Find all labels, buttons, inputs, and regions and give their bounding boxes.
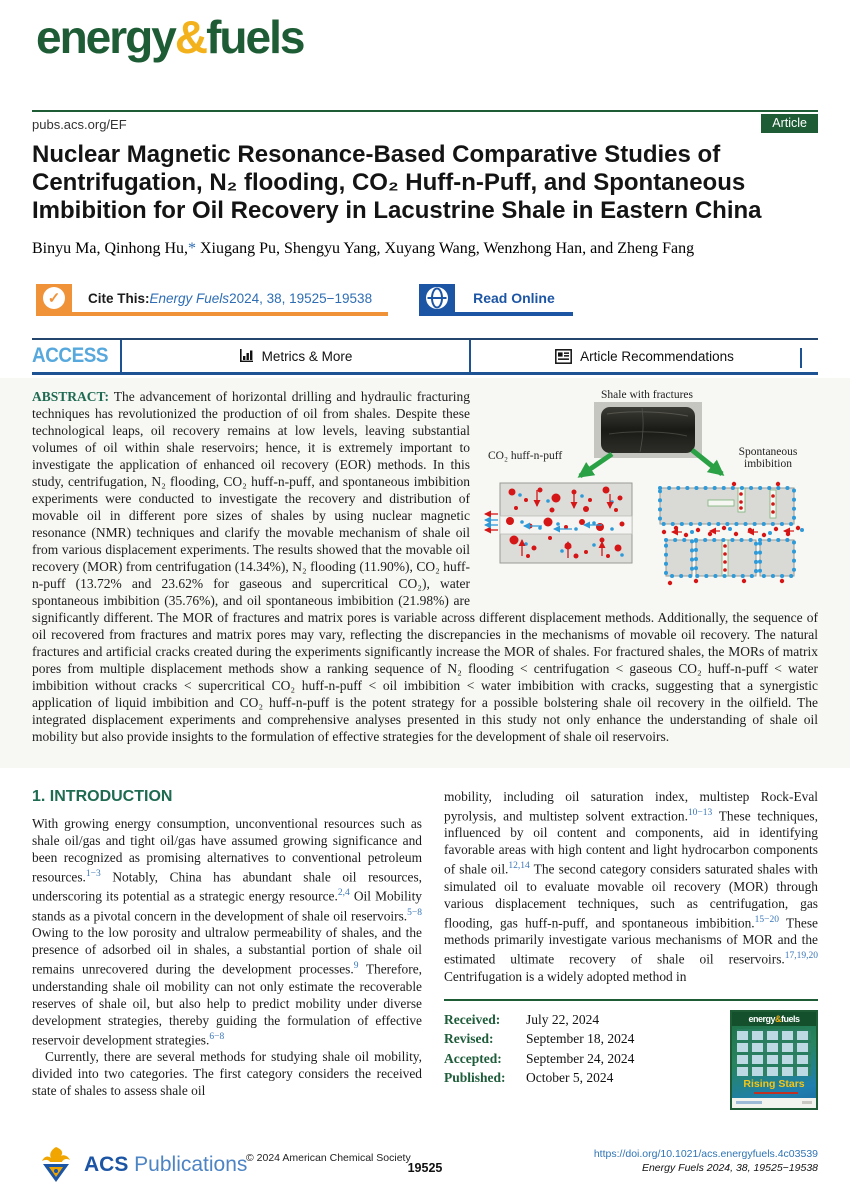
date-row-revised bbox=[444, 1029, 634, 1049]
date-label: Revised: bbox=[444, 1031, 494, 1047]
recommendations-label[interactable]: Article Recommendations bbox=[580, 348, 734, 364]
cover-red-line bbox=[754, 1092, 798, 1094]
date-value: September 18, 2024 bbox=[526, 1031, 635, 1047]
article-title: Nuclear Magnetic Resonance-Based Comparative Studies of Centrifugation, N₂ flooding, CO₂ Huff-n-Puff, and Spontaneous Imbibition for Oil Recovery in Lacustrine Shale in Eastern China bbox=[32, 141, 762, 224]
section-heading-introduction: 1. INTRODUCTION bbox=[32, 788, 173, 805]
bar-chart-icon bbox=[239, 348, 254, 364]
metrics-label[interactable]: Metrics & More bbox=[261, 348, 353, 364]
doi-link[interactable]: https://doi.org/10.1021/acs.energyfuels.4c03539 bbox=[593, 1148, 818, 1160]
journal-logo-part1: energy bbox=[36, 11, 175, 63]
access-bar-separator bbox=[800, 348, 802, 368]
abstract-text: The advancement of horizontal drilling and hydraulic fracturing techniques has revolutionized the production of oil from shales. Despite these technological leaps, oil recovery remains at low levels, leaving substantial volumes of oil within shale reservoirs; hence, it is extremely important to investigate the application of enhanced oil recovery (EOR) methods. In this study, centrifugation, N₂ flooding, CO₂ huff-n-puff, and spontaneous imbibition experiments were conducted to investigate the recovery and distribution of movable oil in different pore sizes of shales by using nuclear magnetic resonance (NMR) techniques and clarify the movable mechanism of shale oil from various displacement experiments. The results showed that the movable oil recovery (MOR) from centrifugation (14.34%), N₂ flooding (11.90%), CO₂ huff-n-puff (13.72% and 23.62% for gaseous and supercritical CO₂), water spontaneous imbibition (35.76%), and oil spontaneous imbibition (21.98%) are significantly different. The MOR of fractures and matrix pores is variable across different displacement methods. Additionally, the sequence of oil recovered from fractures and matrix pores may vary, reflecting the discrepancies in the mechanisms of movable oil recovery. The natural fractures and artificial cracks created during the experiments significantly increase the MOR of shales. For fractured shales, the MORs of matrix pores from multiple displacement methods show a ranking sequence of N₂ flooding < centrifugation < gaseous CO₂ huff-n-puff < water imbibition without cracks < supercritical CO₂ huff-n-puff < oil imbibition < water imbibition with cracks, suggesting that a synergistic application of liquid imbibition and CO₂ huff-n-puff is the potent strategy for a possible bolstering shale oil recovery in the oilfield. The integrated displacement experiments and comprehensive analyses presented in this study not only enhance the understanding of shale oil mobility but also provide insights to the formulation of effective strategies for the development of shale oil reservoirs. bbox=[32, 389, 818, 744]
header-divider bbox=[32, 110, 818, 112]
date-row-accepted bbox=[444, 1049, 634, 1069]
publication-dates-box bbox=[444, 999, 818, 1110]
left-column bbox=[32, 788, 422, 1110]
journal-cover-thumbnail[interactable] bbox=[730, 1010, 818, 1110]
cover-footer-strip bbox=[732, 1098, 816, 1108]
date-row-published bbox=[444, 1068, 634, 1088]
figure-label-co2: CO₂ huff-n-puff bbox=[488, 450, 563, 462]
graphical-abstract-art bbox=[482, 388, 818, 596]
intro-paragraph-3: mobility, including oil saturation index, multistep Rock-Eval pyrolysis, and multistep solvent extraction.$^{10-13}$ These techniques, influenced by oil content and components, aid in identifying favorable areas with high content and light hydrocarbon components of shale oil.$^{12,14}$ The second category considers saturated shales with simulated oil to evaluate movable oil recovery (MOR) through various displacement techniques, such as centrifugation, gas flooding, gas huff-n-puff, and spontaneous imbibition.$^{15-20}$ These methods primarily investigate various mechanisms of MOR and the estimated ultimate recovery of shale oil reservoirs.$^{17,19,20}$ Centrifugation is a widely adopted method in bbox=[444, 789, 818, 984]
globe-icon bbox=[425, 286, 449, 310]
figure-label-shale: Shale with fractures bbox=[601, 389, 693, 401]
journal-logo-amp: & bbox=[174, 11, 207, 63]
journal-logo-part2: fuels bbox=[206, 11, 304, 63]
access-metrics-bar bbox=[32, 338, 818, 375]
page-number: 19525 bbox=[407, 1161, 443, 1175]
acs-publications-wordmark[interactable]: ACS Publications bbox=[84, 1153, 248, 1176]
journal-url-link[interactable]: pubs.acs.org/EF bbox=[32, 117, 127, 132]
date-value: October 5, 2024 bbox=[526, 1070, 614, 1086]
intro-paragraph-1: With growing energy consumption, unconventional resources such as shale oil/gas and tight oil/gas have assumed growing significance and been recognized as promising alternatives to conventional petroleum resources.$^{1-3}$ Notably, China has abundant shale oil resources, underscoring its potential as a strategic energy resource.$^{2,4}$ Oil Mobility stands as a pivotal concern in the development of shale oil reservoirs.$^{5-8}$ Owing to the low porosity and ultralow permeability of shales, and the presence of adsorbed oil in shales, a substantial portion of shale oil remains unrecovered during the development processes.$^9$ Therefore, understanding shale oil mobility can not only estimate the recoverable reserves of shale oil, but also help to predict mobility under diverse development strategies, thereby guiding the formulation of effective reservoir development strategies.$^{6-8}$ bbox=[32, 816, 422, 1048]
body-columns bbox=[32, 788, 818, 1110]
date-row-received bbox=[444, 1010, 634, 1030]
graphical-abstract bbox=[482, 388, 818, 596]
date-label: Received: bbox=[444, 1011, 501, 1027]
article-type-badge: Article bbox=[761, 114, 818, 133]
publication-dates-list bbox=[444, 1010, 634, 1110]
cite-read-bar bbox=[36, 284, 573, 316]
cover-banner-text: Rising Stars bbox=[743, 1077, 805, 1090]
article-icon bbox=[555, 349, 572, 364]
read-online-label[interactable]: Read Online bbox=[473, 290, 555, 306]
intro-paragraph-2: Currently, there are several methods for studying shale oil mobility, divided into two categories. The first category considers the received state of shales to assess shale oil bbox=[32, 1049, 422, 1099]
figure-label-imbibition-1: Spontaneous bbox=[738, 446, 798, 458]
date-label: Accepted: bbox=[444, 1050, 502, 1066]
figure-label-imbibition-2: imbibition bbox=[744, 458, 792, 470]
access-label[interactable]: ACCESS bbox=[32, 344, 109, 367]
check-icon: ✓ bbox=[43, 287, 65, 309]
right-column bbox=[444, 788, 818, 1110]
cite-this-text[interactable]: Cite This: Energy Fuels 2024, 38, 19525−19538 bbox=[88, 290, 373, 306]
date-value: September 24, 2024 bbox=[526, 1050, 635, 1066]
cite-icon-box bbox=[36, 284, 72, 312]
footer-citation-block bbox=[594, 1147, 818, 1175]
read-online-button[interactable] bbox=[419, 284, 573, 316]
date-value: July 22, 2024 bbox=[526, 1011, 600, 1027]
metrics-link[interactable] bbox=[120, 340, 469, 372]
abstract-section bbox=[0, 378, 850, 768]
cover-journal-title: energy&fuels bbox=[732, 1012, 816, 1026]
cover-photo-grid bbox=[737, 1029, 811, 1076]
cite-this-button[interactable] bbox=[36, 284, 388, 316]
copyright-notice: © 2024 American Chemical Society bbox=[246, 1152, 411, 1164]
date-label: Published: bbox=[444, 1070, 506, 1086]
abstract-label: ABSTRACT: bbox=[32, 389, 110, 404]
journal-logo bbox=[36, 10, 303, 64]
author-list: Binyu Ma, Qinhong Hu,* Xiugang Pu, Shengyu Yang, Xuyang Wang, Wenzhong Han, and Zheng Fang bbox=[32, 240, 695, 257]
read-icon-box bbox=[419, 284, 455, 312]
footer-citation: Energy Fuels 2024, 38, 19525−19538 bbox=[641, 1162, 818, 1174]
recommendations-link[interactable] bbox=[469, 340, 818, 372]
access-link[interactable] bbox=[32, 340, 120, 372]
